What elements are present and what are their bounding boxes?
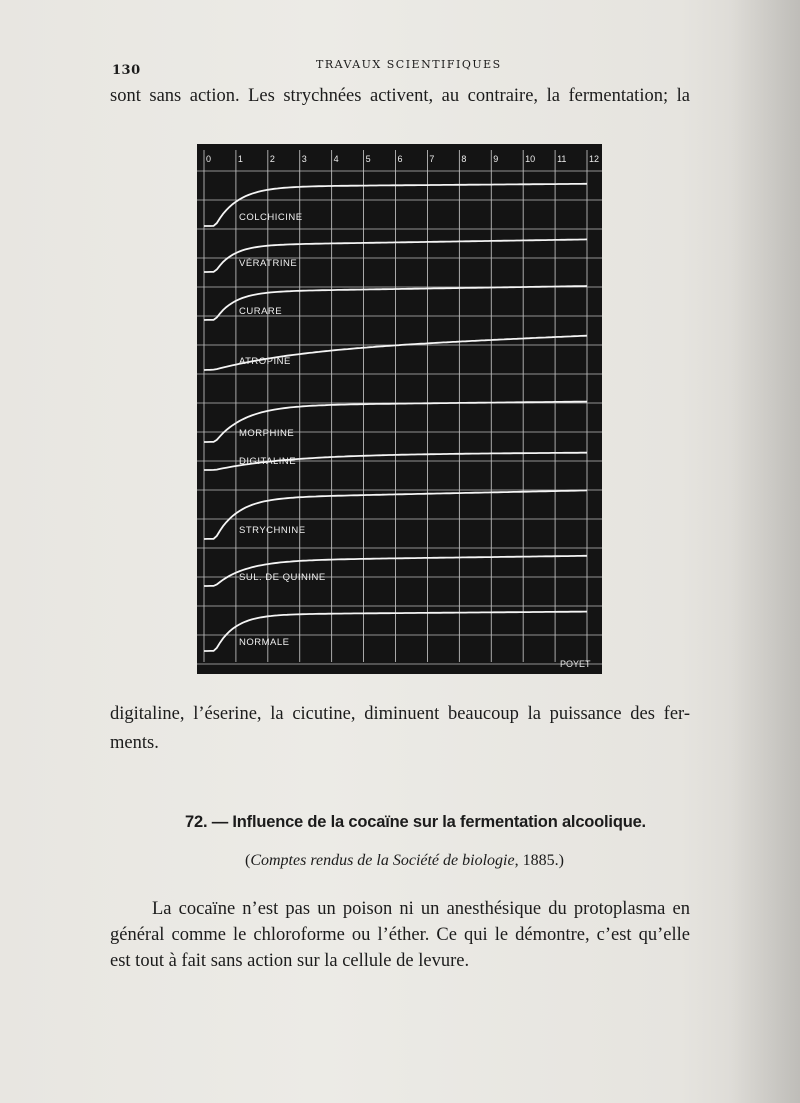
chart-x-ticks <box>206 154 599 164</box>
x-tick-label: 11 <box>557 154 567 164</box>
curve-label: VÉRATRINE <box>239 258 298 269</box>
x-tick-label: 4 <box>333 154 339 164</box>
curve-label: CURARE <box>239 306 283 317</box>
page-number: 130 <box>112 63 141 78</box>
x-tick-label: 7 <box>429 154 435 164</box>
x-tick-label: 10 <box>525 154 536 164</box>
citation-open: ( <box>245 852 251 869</box>
x-tick-label: 6 <box>397 154 403 164</box>
spine-shadow <box>730 0 800 1103</box>
paragraph-line-2: général comme le chloroforme ou l’éther. Ce qui le démontre, c’est qu’elle <box>110 925 690 945</box>
citation <box>245 852 585 870</box>
curve-label: ATROPINE <box>239 356 291 367</box>
x-tick-label: 5 <box>365 154 371 164</box>
text-line-1: sont sans action. Les strychnées activent, au contraire, la fermentation; la <box>110 86 690 106</box>
citation-journal: Comptes rendus de la Société de biologie <box>250 852 515 869</box>
x-tick-label: 3 <box>301 154 307 164</box>
citation-year: , 1885.) <box>514 852 564 869</box>
curve-label: DIGITALINE <box>239 456 297 467</box>
curve-label: STRYCHNINE <box>239 525 306 536</box>
paragraph-line-3: est tout à fait sans action sur la cellule de levure. <box>110 951 470 971</box>
curve-label: MORPHINE <box>239 428 295 439</box>
curve-label: NORMALE <box>239 637 290 648</box>
curve-label: COLCHICINE <box>239 212 303 223</box>
fermentation-chart <box>197 144 602 674</box>
fermentation-figure <box>197 144 602 674</box>
x-tick-label: 0 <box>206 154 212 164</box>
x-tick-label: 2 <box>269 154 275 164</box>
engraver-signature: POYET <box>560 659 591 669</box>
paragraph-line-1: La cocaïne n’est pas un poison ni un anesthésique du protoplasma en <box>152 899 690 919</box>
curve-label: SUL. DE QUININE <box>239 572 326 583</box>
x-tick-label: 9 <box>493 154 499 164</box>
running-head: TRAVAUX SCIENTIFIQUES <box>316 58 502 71</box>
text-after-figure-1: digitaline, l’éserine, la cicutine, diminuent beaucoup la puissance des fer- <box>110 704 690 724</box>
x-tick-label: 12 <box>589 154 600 164</box>
chart-grid <box>197 150 602 664</box>
x-tick-label: 8 <box>461 154 467 164</box>
text-after-figure-2: ments. <box>110 733 159 753</box>
chart-labels <box>239 212 326 648</box>
section-title: 72. — Influence de la cocaïne sur la fermentation alcoolique. <box>185 813 646 831</box>
x-tick-label: 1 <box>237 154 243 164</box>
